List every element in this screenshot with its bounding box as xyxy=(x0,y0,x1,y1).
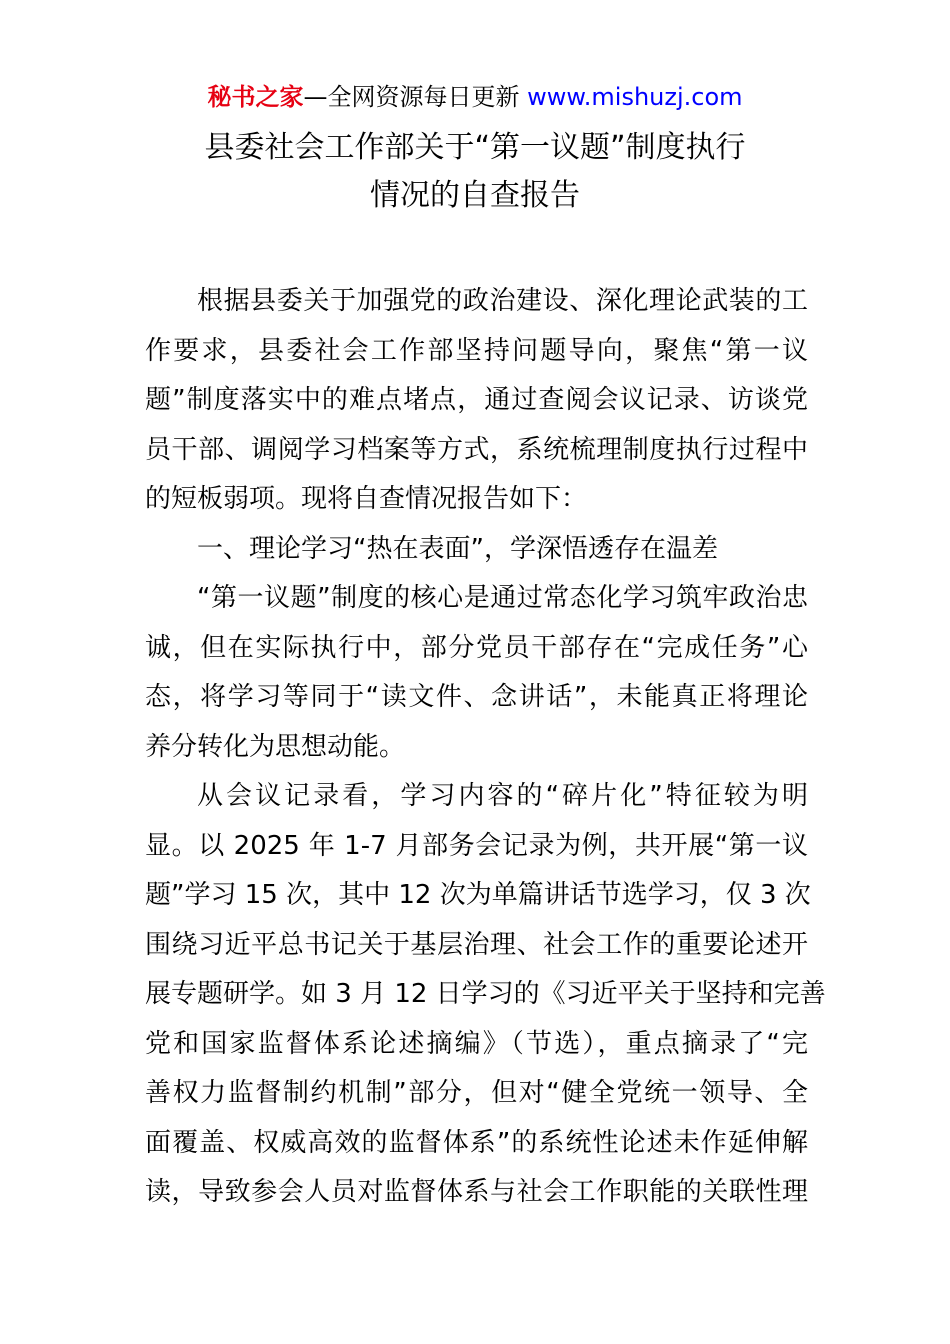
paragraph-records xyxy=(145,772,826,1218)
document-title xyxy=(0,124,950,220)
site-tagline: —全网资源每日更新 xyxy=(303,83,520,111)
site-url-link[interactable]: www.mishuzj.com xyxy=(527,83,743,111)
text-line: 题”制度落实中的难点堵点，通过查阅会议记录、访谈党 xyxy=(145,385,808,415)
text-line: 从会议记录看，学习内容的“碎片化”特征较为明 xyxy=(197,781,808,811)
site-header xyxy=(0,80,950,114)
text-line: 围绕习近平总书记关于基层治理、社会工作的重要论述开 xyxy=(145,929,808,960)
text-line: 党和国家监督体系论述摘编》（节选），重点摘录了“完 xyxy=(145,1028,808,1059)
text-line: 养分转化为思想动能。 xyxy=(145,731,406,762)
title-line: 县委社会工作部关于“第一议题”制度执行 xyxy=(204,130,746,165)
text-line: 一、理论学习“热在表面”，学深悟透存在温差 xyxy=(197,533,718,564)
document-body xyxy=(145,277,826,1218)
text-line: 显。以 2025 年 1-7 月部务会记录为例，共开展“第一议 xyxy=(145,830,808,861)
text-line: “第一议题”制度的核心是通过常态化学习筑牢政治忠 xyxy=(197,583,808,613)
text-line: 的短板弱项。现将自查情况报告如下： xyxy=(145,484,588,514)
text-line: 员干部、调阅学习档案等方式，系统梳理制度执行过程中 xyxy=(145,434,808,465)
section-heading xyxy=(145,525,808,575)
title-line: 情况的自查报告 xyxy=(370,178,580,213)
text-line: 展专题研学。如 3 月 12 日学习的《习近平关于坚持和完善 xyxy=(145,979,826,1009)
paragraph-core xyxy=(145,574,808,772)
text-line: 善权力监督制约机制”部分，但对“健全党统一领导、全 xyxy=(145,1078,808,1108)
text-line: 读，导致参会人员对监督体系与社会工作职能的关联性理 xyxy=(145,1177,808,1207)
text-line: 题”学习 15 次，其中 12 次为单篇讲话节选学习，仅 3 次 xyxy=(145,880,811,910)
paragraph-intro xyxy=(145,277,808,525)
text-line: 面覆盖、权威高效的监督体系”的系统性论述未作延伸解 xyxy=(145,1127,808,1158)
text-line: 诚，但在实际执行中，部分党员干部存在“完成任务”心 xyxy=(145,632,808,663)
text-line: 作要求，县委社会工作部坚持问题导向，聚焦“第一议 xyxy=(145,335,808,366)
text-line: 态，将学习等同于“读文件、念讲话”，未能真正将理论 xyxy=(145,682,808,712)
site-brand: 秘书之家 xyxy=(207,83,304,111)
text-line: 根据县委关于加强党的政治建设、深化理论武装的工 xyxy=(197,286,808,316)
